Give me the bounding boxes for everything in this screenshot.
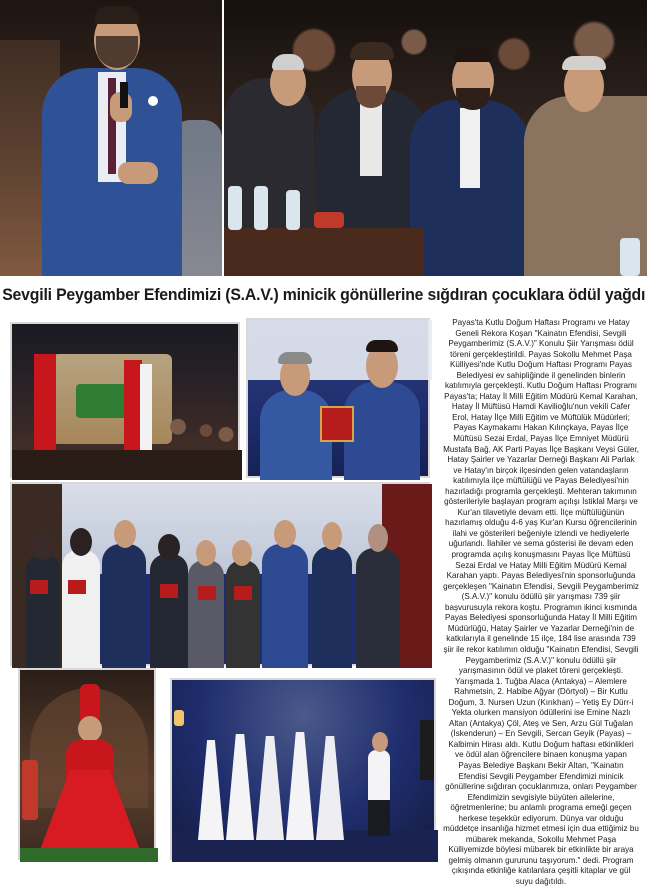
photo-audience bbox=[224, 0, 647, 276]
headline bbox=[0, 277, 647, 313]
headline-text: Sevgili Peygamber Efendimizi (S.A.V.) minicik gönüllerine sığdıran çocuklara ödül yağdı bbox=[1, 285, 646, 304]
photo-winners-group bbox=[10, 482, 430, 666]
photo-dervish-child bbox=[18, 668, 156, 860]
article-body: Payas'ta Kutlu Doğum Haftası Programı ve Hatay Geneli Rekora Koşan "Kainatın Efendisi, Sevgili Peygamberimiz (S.A.V.)" Konulu Şiir Yarışması ödül töreni gerçekleştirildi. Payas Sokollu Mehmet Paşa Külliyesi'nde Kutlu Doğum Haftası Programı Payas Belediyesi ev sahipliğinde il genelinden binlerin katılımıyla gerçekleşti. Kutlu Doğum Haftası Programı Payas'ta; Hatay İl Milli Eğitim Müdürü Kemal Karahan, Hatay İl Müftüsü Hamdi Kavilioğlu'nun vekili Cafer Erol, Hatay İlçe Milli Eğitim ve Müftülük Müdürleri; Payas Kaymakamı Hakan Kılınçkaya, Payas İlçe Müftüsü Sezai Erdal, Payas İlçe Emniyet Müdürü Mustafa Bağ, AK Parti Payas İlçe Başkanı Veysi Güler, Hatay Şairler ve Yazarlar Derneği Başkanı Ali Parlak ve Hatay'ın birçok ilçesinden gelen vatandaşların katılımıyla ilçe müftülüğü ve Payas Belediyesi'nin hazırladığı programla gerçekleşti. Mehteran takımının gösterileriyle başlayan program açılışı İstiklal Marşı ve Kur'an tilavetiyle devam etti. İlçe müftülüğünün hazırlamış olduğu 4-6 yaş Kur'an Kursu öğrencilerinin ilahi ve gösterileri beğeniyle izlendi ve hediyelerle uğurlandı. İlahiler ve sema gösterisi ile devam eden programda açılış konuşmasını Payas İlçe Müftüsü Sezai Erdal ve Hatay Milli Eğitim Müdürü Kemal Karahan yaptı. Payas Belediyesi'nin sponsorluğunda gerçekleşen "Kainatın Efendisi, Sevgili Peygamberimiz (S.A.V.)" konulu ödüllü şiir yarışması 739 şiir başvurusuyla rekora koştu. Programın ikinci kısmında Payas Belediyesi sponsorluğunda Hatay İl Milli Eğitim Müdürlüğü, Hatay Şairler ve Yazarlar Derneği'nin de katkılarıyla il genelinde 15 ilçe, 184 lise arasında 739 şiir ile rekor katılımın olduğu "Kainatın Efendisi, Sevgili Peygamberimiz (S.A.V.)" konulu ödüllü şiir yarışmasının ödül ve plaket töreni gerçekleşti. Yarışmada 1. Tuğba Alaca (Antakya) – Alemlere Rahmetsin, 2. Habibe Ağyar (Dörtyol) – Bir Kutlu Doğum, 3. Nursen Uzun (Kırıkhan) – Yetiş Ey Dürr-i Yekta olurken mansiyon ödüllerini ise Emine Nazlı Altan (Antakya) Çöl, Ateş ve Sen, Arzu Gül Tuğalan (İskenderun) – En Sevgili, Sercan Geyik (Payas) – Kalbimin Hirası aldı. Kutlu Doğum haftası etkinlikleri ve ödül alan öğrencilere binaen konuşma yapan Payas Belediye Başkanı Bekir Altan, "Kainatın Efendisi Sevgili Peygamber Efendimizi minicik gönüllerine sığdıran çocuklarımıza, onları Peygamber Efendimizin sevgisiyle büyüten ailelerine, öğretmenlerine; bu anlamlı programa emeği geçen herkese teşekkür ediyorum. Dünya var olduğu müddetçe insanlığa hizmet etmesi için dua ettiğimiz bu mübarek mekanda, Sokollu Mehmet Paşa Külliyemizde böylesi mübarek bir etkinlikte bir araya gelmiş olmanın gururunu taşıyorum." dedi. Program çıkışında etkinliğe katılanlara çeşitli kitaplar ve gül suyu dağıtıldı. bbox=[443, 318, 639, 886]
photo-plaque-handover bbox=[246, 318, 430, 478]
photo-girls-performance bbox=[170, 678, 436, 860]
photo-speaker bbox=[0, 0, 222, 276]
photo-flags-stage bbox=[10, 322, 240, 478]
